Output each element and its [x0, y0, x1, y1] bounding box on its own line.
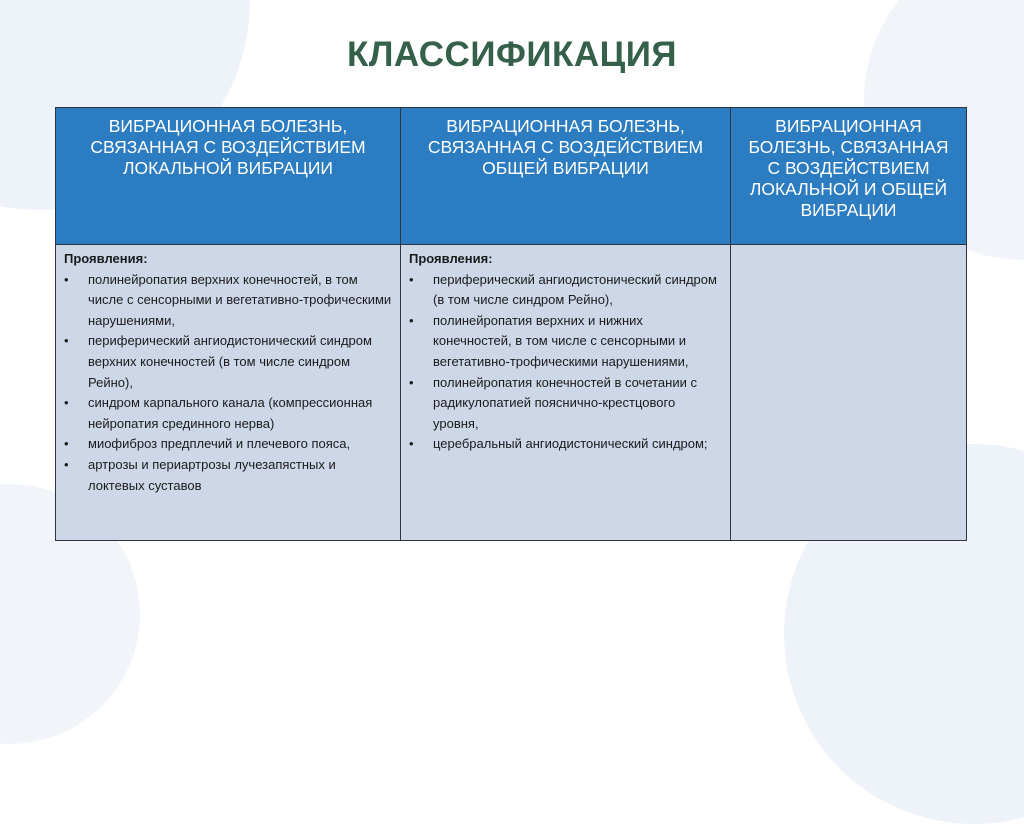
list-item: • синдром карпального канала (компрессионная нейропатия срединного нерва) [64, 393, 392, 434]
slide-title: КЛАССИФИКАЦИЯ [346, 35, 678, 74]
list-item: • периферический ангиодистонический синдром (в том числе синдром Рейно), [409, 270, 722, 311]
header-combined-vibration: ВИБРАЦИОННАЯ БОЛЕЗНЬ, СВЯЗАННАЯ С ВОЗДЕЙСТВИЕМ ЛОКАЛЬНОЙ И ОБЩЕЙ ВИБРАЦИИ [731, 108, 967, 245]
list-item: • полинейропатия конечностей в сочетании с радикулопатией пояснично-крестцового уровня, [409, 373, 722, 435]
list-item: • полинейропатия верхних конечностей, в том числе с сенсорными и вегетативно-трофическими нарушениями, [64, 270, 392, 332]
cell-combined-vibration [731, 245, 967, 541]
manifestations-list [64, 270, 392, 497]
manifestations-list [409, 270, 722, 455]
manifestations-label: Проявления: [64, 251, 148, 266]
manifestations-label: Проявления: [409, 251, 493, 266]
list-item: • полинейропатия верхних и нижних конечностей, в том числе с сенсорными и вегетативно-трофическими нарушениями, [409, 311, 722, 373]
header-general-vibration: ВИБРАЦИОННАЯ БОЛЕЗНЬ, СВЯЗАННАЯ С ВОЗДЕЙСТВИЕМ ОБЩЕЙ ВИБРАЦИИ [401, 108, 731, 245]
table-header-row [56, 108, 967, 245]
list-item: • артрозы и периартрозы лучезапястных и локтевых суставов [64, 455, 392, 496]
list-item: • церебральный ангиодистонический синдром; [409, 434, 722, 455]
list-item: • миофиброз предплечий и плечевого пояса, [64, 434, 392, 455]
classification-table [55, 107, 967, 541]
cell-local-vibration [56, 245, 401, 541]
table-body-row [56, 245, 967, 541]
list-item: • периферический ангиодистонический синдром верхних конечностей (в том числе синдром Рейно), [64, 331, 392, 393]
cell-general-vibration [401, 245, 731, 541]
header-local-vibration: ВИБРАЦИОННАЯ БОЛЕЗНЬ, СВЯЗАННАЯ С ВОЗДЕЙСТВИЕМ ЛОКАЛЬНОЙ ВИБРАЦИИ [56, 108, 401, 245]
